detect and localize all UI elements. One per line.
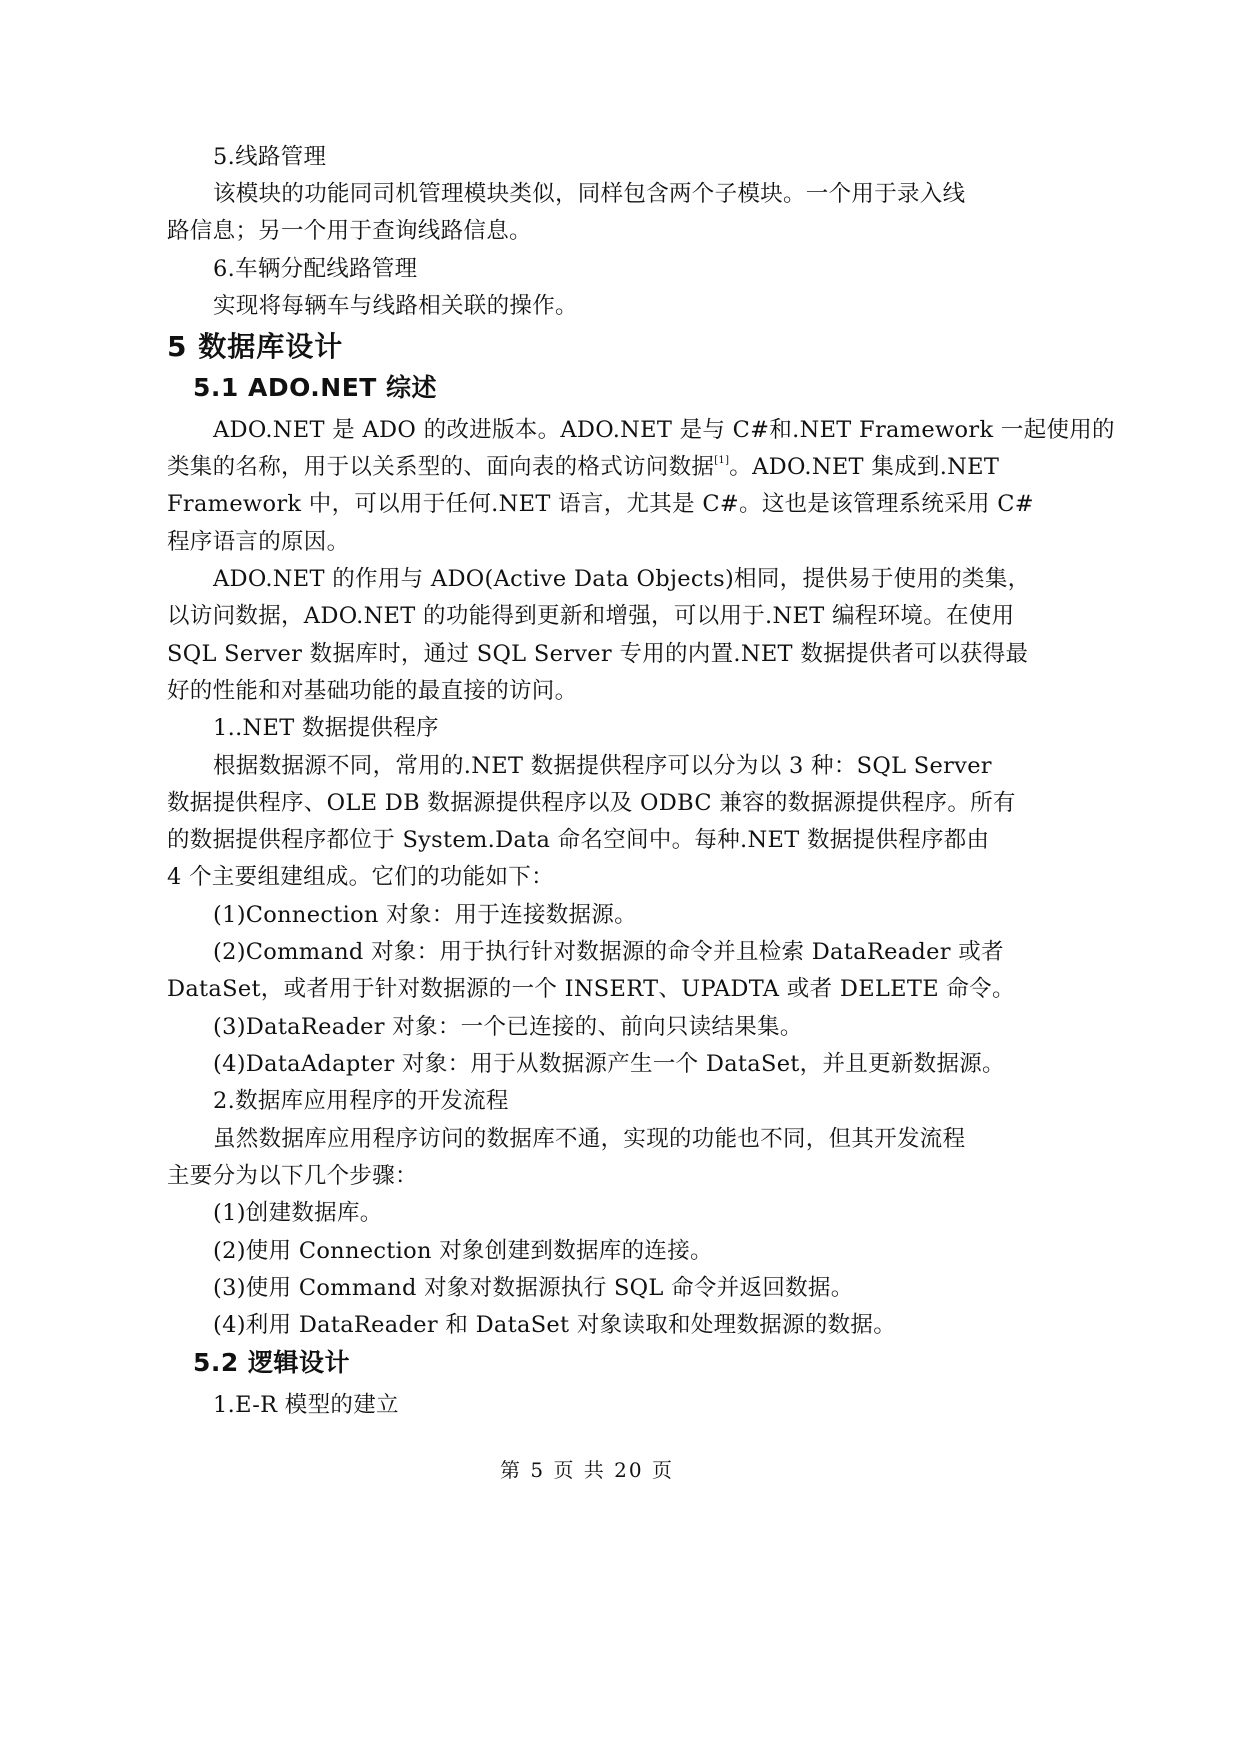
list-item: (1)Connection 对象：用于连接数据源。 <box>213 902 637 928</box>
body-text: 类集的名称，用于以关系型的、面向表的格式访问数据 <box>167 454 715 480</box>
body-line: 主要分为以下几个步骤： <box>167 1163 418 1189</box>
list-item: (3)DataReader 对象：一个已连接的、前向只读结果集。 <box>213 1014 803 1040</box>
body-line: DataSet，或者用于针对数据源的一个 INSERT、UPADTA 或者 DELETE 命令。 <box>167 976 1015 1002</box>
body-line: 路信息；另一个用于查询线路信息。 <box>167 218 532 244</box>
body-line: ADO.NET 是 ADO 的改进版本。ADO.NET 是与 C#和.NET Framework 一起使用的 <box>213 417 1115 443</box>
body-text: 。ADO.NET 集成到.NET <box>729 454 1000 480</box>
section-heading: 5.1 ADO.NET 综述 <box>193 373 438 402</box>
body-line: 以访问数据，ADO.NET 的功能得到更新和增强，可以用于.NET 编程环境。在使用 <box>167 603 1015 629</box>
subsection-heading: 6.车辆分配线路管理 <box>213 256 418 282</box>
section-heading: 5 数据库设计 <box>167 330 344 363</box>
body-line: 的数据提供程序都位于 System.Data 命名空间中。每种.NET 数据提供程序都由 <box>167 827 990 853</box>
body-line: 虽然数据库应用程序访问的数据库不通，实现的功能也不同，但其开发流程 <box>213 1126 966 1152</box>
list-item: (3)使用 Command 对象对数据源执行 SQL 命令并返回数据。 <box>213 1275 854 1301</box>
list-item: (4)DataAdapter 对象：用于从数据源产生一个 DataSet，并且更新数据源。 <box>213 1051 1005 1077</box>
subsection-heading: 2.数据库应用程序的开发流程 <box>213 1088 509 1114</box>
citation-mark: [1] <box>714 455 730 466</box>
subsection-heading: 1..NET 数据提供程序 <box>213 715 439 741</box>
body-line: 数据提供程序、OLE DB 数据源提供程序以及 ODBC 兼容的数据源提供程序。所有 <box>167 790 1016 816</box>
list-item: (4)利用 DataReader 和 DataSet 对象读取和处理数据源的数据。 <box>213 1312 897 1338</box>
body-line: Framework 中，可以用于任何.NET 语言，尤其是 C#。这也是该管理系统采用 C# <box>167 491 1034 517</box>
list-item: (1)创建数据库。 <box>213 1200 383 1226</box>
body-line: 程序语言的原因。 <box>167 529 350 555</box>
body-line: 该模块的功能同司机管理模块类似，同样包含两个子模块。一个用于录入线 <box>213 181 966 207</box>
section-heading: 5.2 逻辑设计 <box>193 1348 350 1377</box>
body-line: SQL Server 数据库时，通过 SQL Server 专用的内置.NET 数据提供者可以获得最 <box>167 641 1029 667</box>
body-line: 4 个主要组建组成。它们的功能如下： <box>167 864 554 890</box>
subsection-heading: 5.线路管理 <box>213 144 327 170</box>
body-line: 好的性能和对基础功能的最直接的访问。 <box>167 678 578 704</box>
page-footer: 第 5 页 共 20 页 <box>500 1458 674 1482</box>
body-line: ADO.NET 的作用与 ADO(Active Data Objects)相同，提供易于使用的类集， <box>213 566 1031 592</box>
body-line: 根据数据源不同，常用的.NET 数据提供程序可以分为以 3 种：SQL Server <box>213 753 992 779</box>
body-line <box>167 456 999 479</box>
subsection-heading: 1.E-R 模型的建立 <box>213 1392 399 1418</box>
body-line: 实现将每辆车与线路相关联的操作。 <box>213 293 578 319</box>
list-item: (2)Command 对象：用于执行针对数据源的命令并且检索 DataReader 或者 <box>213 939 1004 965</box>
list-item: (2)使用 Connection 对象创建到数据库的连接。 <box>213 1238 713 1264</box>
